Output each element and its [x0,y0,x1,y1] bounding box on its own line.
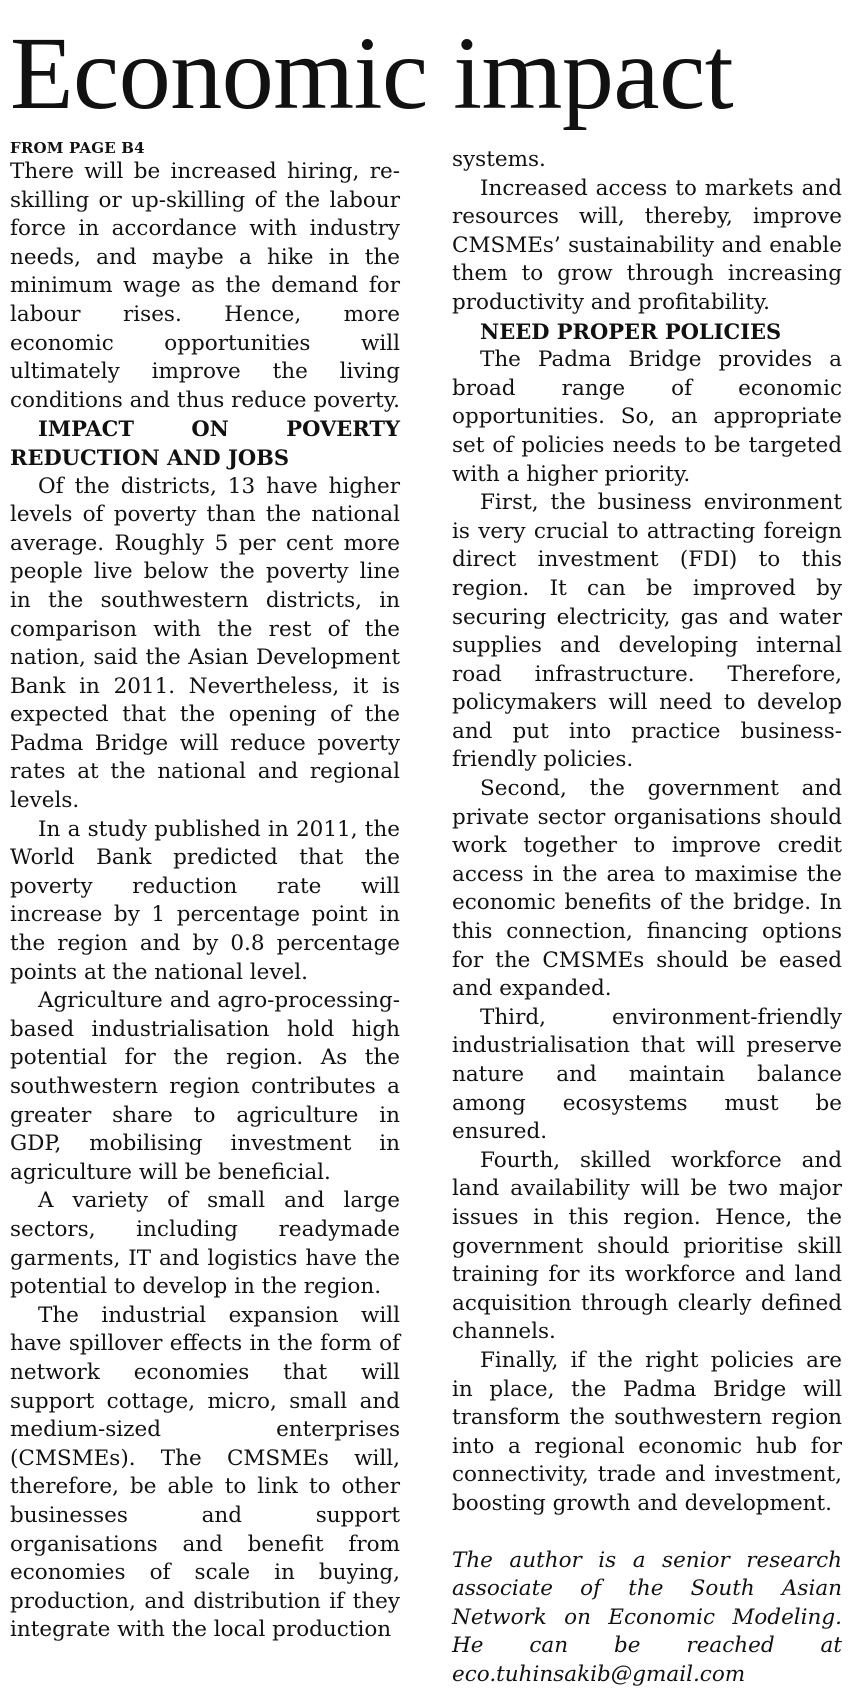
paragraph: First, the business environment is very crucial to attracting foreign direct investment (FDI) to this region. It can be improved by securing electricity, gas and water supplies and developing internal road infrastructure. Therefore, policymakers will need to develop and put into practice business-friendly policies. [452,489,842,775]
paragraph: The industrial expansion will have spillover effects in the form of network economies that will support cottage, micro, small and medium-sized enterprises (CMSMEs). The CMSMEs will, therefore, be able to link to other businesses and support organisations and benefit from economies of scale in buying, production, and distribution if they integrate with the local production [10,1302,400,1645]
paragraph: Agriculture and agro-processing-based industrialisation hold high potential for the region. As the southwestern region contributes a greater share to agriculture in GDP, mobilising investment in agriculture will be beneficial. [10,987,400,1187]
paragraph: In a study published in 2011, the World Bank predicted that the poverty reduction rate will increase by 1 percentage point in the region and by 0.8 percentage points at the national level. [10,816,400,988]
paragraph-continuation: systems. [452,146,842,175]
paragraph: A variety of small and large sectors, including readymade garments, IT and logistics have the potential to develop in the region. [10,1187,400,1301]
paragraph: Second, the government and private sector organisations should work together to improve credit access in the area to maximise the economic benefits of the bridge. In this connection, financing options for the CMSMEs should be eased and expanded. [452,775,842,1004]
paragraph: Fourth, skilled workforce and land availability will be two major issues in this region. Hence, the government should prioritise skill training for its workforce and land acquisition through clearly defined channels. [452,1147,842,1347]
left-column [10,134,400,1689]
paragraph: Third, environment-friendly industrialisation that will preserve nature and maintain balance among ecosystems must be ensured. [452,1004,842,1147]
subhead: NEED PROPER POLICIES [452,318,842,347]
subhead: IMPACT ON POVERTY REDUCTION AND JOBS [10,415,400,472]
paragraph: Increased access to markets and resources will, thereby, improve CMSMEs’ sustainability and enable them to grow through increasing productivity and profitability. [452,175,842,318]
right-column [452,134,842,1689]
kicker: FROM PAGE B4 [10,138,400,158]
paragraph: The Padma Bridge provides a broad range of economic opportunities. So, an appropriate set of policies needs to be targeted with a higher priority. [452,346,842,489]
author-note: The author is a senior research associate of the South Asian Network on Economic Modeling. He can be reached at eco.tuhinsakib@gmail.com [452,1547,842,1689]
paragraph: Finally, if the right policies are in place, the Padma Bridge will transform the southwestern region into a regional economic hub for connectivity, trade and investment, boosting growth and development. [452,1347,842,1519]
paragraph: Of the districts, 13 have higher levels of poverty than the national average. Roughly 5 per cent more people live below the poverty line in the southwestern districts, in comparison with the rest of the nation, said the Asian Development Bank in 2011. Nevertheless, it is expected that the opening of the Padma Bridge will reduce poverty rates at the national and regional levels. [10,473,400,816]
article-columns [10,134,842,1689]
headline: Economic impact [10,20,842,134]
paragraph: There will be increased hiring, re-skilling or up-skilling of the labour force in accordance with industry needs, and maybe a hike in the minimum wage as the demand for labour rises. Hence, more economic opportunities will ultimately improve the living conditions and thus reduce poverty. [10,158,400,415]
